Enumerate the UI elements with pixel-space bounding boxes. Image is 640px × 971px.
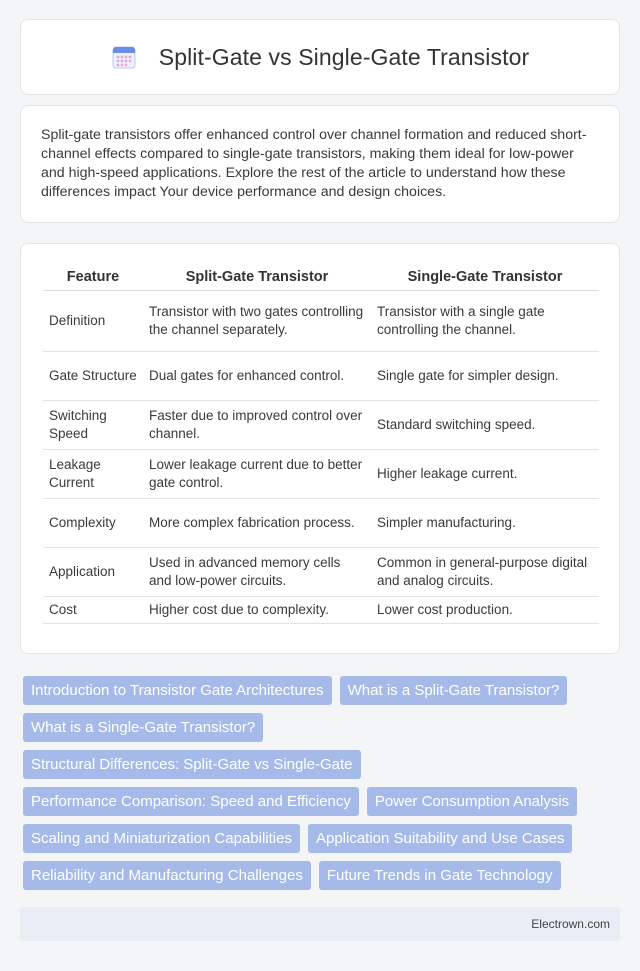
row-split-gate: Dual gates for enhanced control. bbox=[143, 351, 371, 400]
row-single-gate: Simpler manufacturing. bbox=[371, 498, 599, 547]
topic-chip-split-gate[interactable]: What is a Split-Gate Transistor? bbox=[340, 676, 568, 705]
row-feature: Application bbox=[43, 547, 143, 596]
table-row bbox=[43, 351, 599, 400]
topic-chip-reliability[interactable]: Reliability and Manufacturing Challenges bbox=[23, 861, 311, 890]
table-row bbox=[43, 547, 599, 596]
chip-row bbox=[23, 750, 623, 787]
row-single-gate: Lower cost production. bbox=[371, 596, 599, 623]
row-split-gate: Faster due to improved control over channel. bbox=[143, 400, 371, 449]
row-split-gate: More complex fabrication process. bbox=[143, 498, 371, 547]
table-row bbox=[43, 498, 599, 547]
chip-row bbox=[23, 824, 623, 861]
topic-chip-single-gate[interactable]: What is a Single-Gate Transistor? bbox=[23, 713, 263, 742]
table-header-row bbox=[43, 266, 599, 290]
chip-row bbox=[23, 787, 623, 824]
footer bbox=[20, 907, 620, 941]
intro-card bbox=[20, 105, 620, 223]
intro-paragraph: Split-gate transistors offer enhanced control over channel formation and reduced short-channel effects compared to single-gate transistors, making them ideal for low-power and high-speed applications. Explore the rest of the article to understand how these differences impact Your device performance and design choices. bbox=[41, 127, 587, 200]
row-feature: Definition bbox=[43, 290, 143, 351]
comparison-table-card bbox=[20, 243, 620, 654]
title-card bbox=[20, 19, 620, 95]
row-feature: Leakage Current bbox=[43, 449, 143, 498]
row-single-gate: Standard switching speed. bbox=[371, 400, 599, 449]
chip-row bbox=[23, 861, 623, 898]
header-split-gate: Split-Gate Transistor bbox=[143, 266, 371, 290]
calendar-icon bbox=[111, 44, 137, 70]
topic-chip-structural-differences[interactable]: Structural Differences: Split-Gate vs Single-Gate bbox=[23, 750, 361, 779]
row-split-gate: Transistor with two gates controlling the channel separately. bbox=[143, 290, 371, 351]
related-topics bbox=[23, 676, 623, 898]
page-title: Split-Gate vs Single-Gate Transistor bbox=[158, 43, 530, 70]
row-split-gate: Used in advanced memory cells and low-power circuits. bbox=[143, 547, 371, 596]
table-row bbox=[43, 400, 599, 449]
row-single-gate: Single gate for simpler design. bbox=[371, 351, 599, 400]
chip-row bbox=[23, 676, 623, 713]
header-single-gate: Single-Gate Transistor bbox=[371, 266, 599, 290]
row-single-gate: Common in general-purpose digital and analog circuits. bbox=[371, 547, 599, 596]
row-feature: Gate Structure bbox=[43, 351, 143, 400]
table-row bbox=[43, 449, 599, 498]
topic-chip-power[interactable]: Power Consumption Analysis bbox=[367, 787, 577, 816]
row-single-gate: Transistor with a single gate controlling the channel. bbox=[371, 290, 599, 351]
topic-chip-applications[interactable]: Application Suitability and Use Cases bbox=[308, 824, 572, 853]
comparison-table bbox=[43, 266, 599, 624]
header-feature: Feature bbox=[43, 266, 143, 290]
row-single-gate: Higher leakage current. bbox=[371, 449, 599, 498]
row-split-gate: Higher cost due to complexity. bbox=[143, 596, 371, 623]
table-row bbox=[43, 290, 599, 351]
row-feature: Switching Speed bbox=[43, 400, 143, 449]
topic-chip-future-trends[interactable]: Future Trends in Gate Technology bbox=[319, 861, 561, 890]
row-feature: Cost bbox=[43, 596, 143, 623]
row-feature: Complexity bbox=[43, 498, 143, 547]
table-row bbox=[43, 596, 599, 623]
footer-site-link[interactable]: Electrown.com bbox=[531, 917, 610, 931]
topic-chip-introduction[interactable]: Introduction to Transistor Gate Architectures bbox=[23, 676, 332, 705]
chip-row bbox=[23, 713, 623, 750]
topic-chip-performance[interactable]: Performance Comparison: Speed and Efficiency bbox=[23, 787, 359, 816]
row-split-gate: Lower leakage current due to better gate control. bbox=[143, 449, 371, 498]
topic-chip-scaling[interactable]: Scaling and Miniaturization Capabilities bbox=[23, 824, 300, 853]
